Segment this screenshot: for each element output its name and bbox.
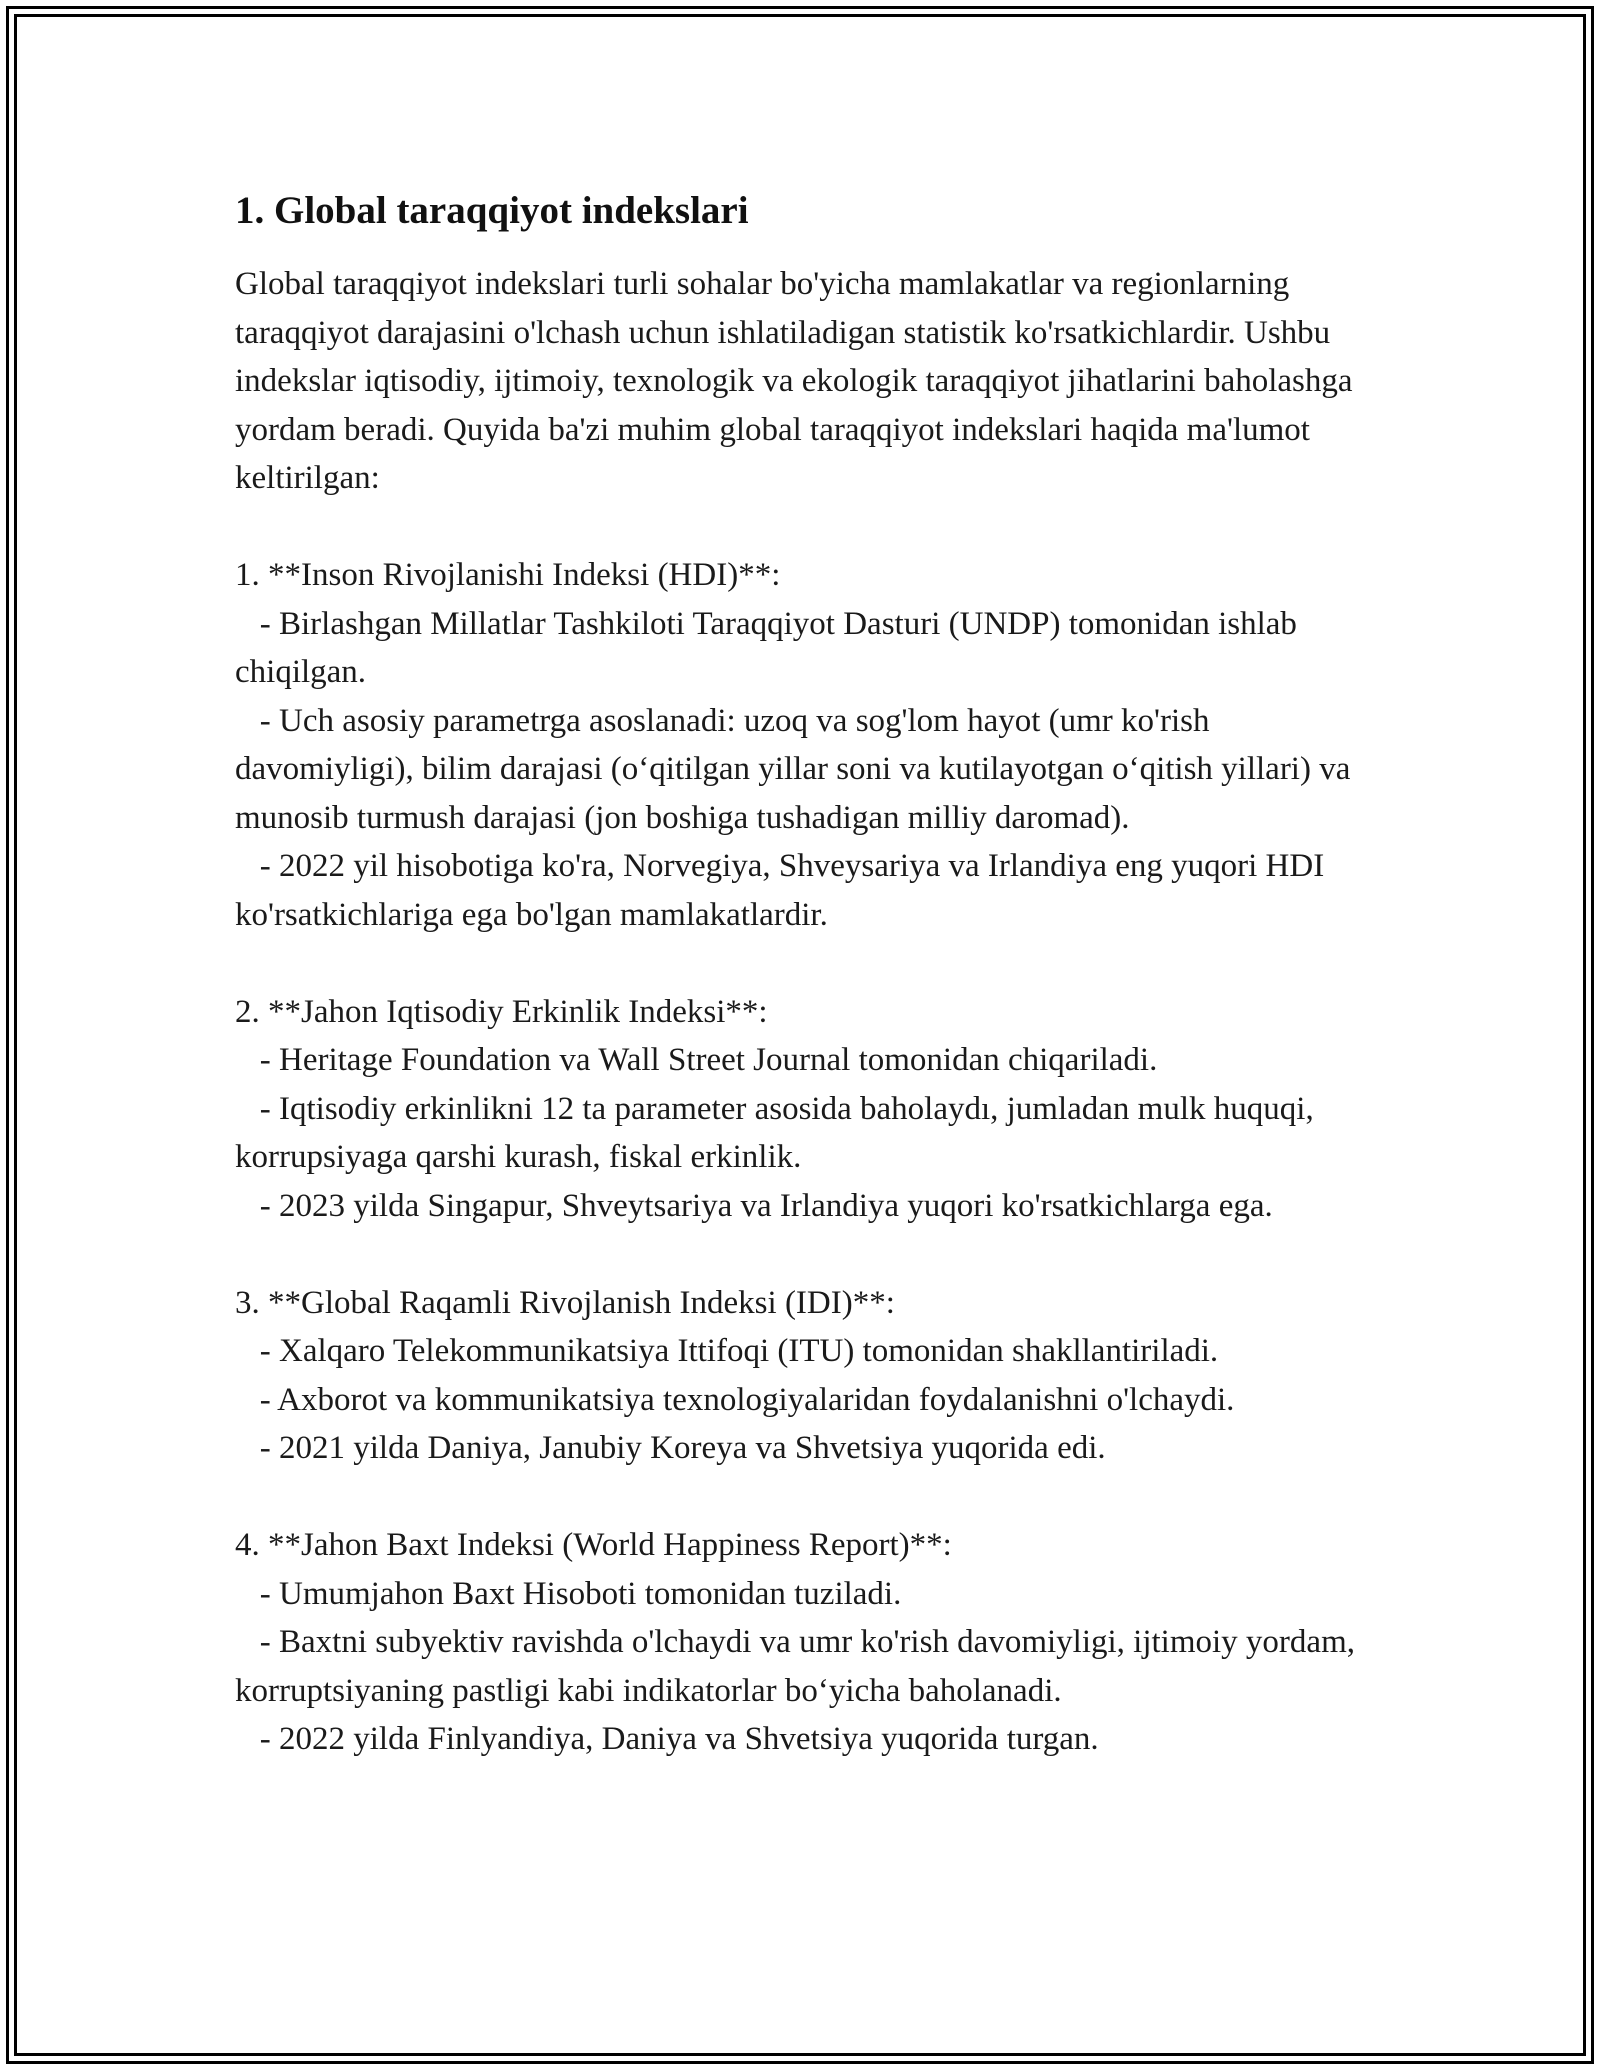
index-section-happiness <box>235 1521 1385 1764</box>
index-section-idi <box>235 1279 1385 1473</box>
bullet-item: - Axborot va kommunikatsiya texnologiyalaridan foydalanishni o'lchaydi. <box>259 1381 1235 1418</box>
intro-paragraph: Global taraqqiyot indekslari turli sohalar bo'yicha mamlakatlar va regionlarning taraqqiyot darajasini o'lchash uchun ishlatiladigan statistik ko'rsatkichlardir. Ushbu indekslar iqtisodiy, ijtimoiy, texnologik va ekologik taraqqiyot jihatlarini baholashga yordam beradi. Quyida ba'zi muhim global taraqqiyot indekslari haqida ma'lumot keltirilgan: <box>235 266 1361 496</box>
bullet-item: - Uch asosiy parametrga asoslanadi: uzoq va sog'lom hayot (umr ko'rish davomiyligi), bilim darajasi (o‘qitilgan yillar soni va kutilayotgan o‘qitish yillari) va munosib turmush darajasi (jon boshiga tushadigan milliy daromad). <box>235 702 1351 836</box>
bullet-item: - Birlashgan Millatlar Tashkiloti Taraqqiyot Dasturi (UNDP) tomonidan ishlab chiqilgan. <box>235 605 1297 690</box>
document-title: 1. Global taraqqiyot indekslari <box>235 189 749 232</box>
bullet-item: - Xalqaro Telekommunikatsiya Ittifoqi (ITU) tomonidan shakllantiriladi. <box>259 1333 1219 1369</box>
bullet-item: - 2022 yilda Finlyandiya, Daniya va Shvetsiya yuqorida turgan. <box>259 1721 1099 1757</box>
section-heading: 2. **Jahon Iqtisodiy Erkinlik Indeksi**: <box>235 993 768 1030</box>
bullet-item: - 2023 yilda Singapur, Shveytsariya va Irlandiya yuqori ko'rsatkichlarga ega. <box>259 1187 1273 1224</box>
bullet-item: - Iqtisodiy erkinlikni 12 ta parameter asosida baholaydı, jumladan mulk huquqi, korrupsiyaga qarshi kurash, fiskal erkinlik. <box>235 1090 1314 1175</box>
bullet-item: - Heritage Foundation va Wall Street Journal tomonidan chiqariladi. <box>259 1042 1158 1078</box>
index-section-economic-freedom <box>235 988 1385 1231</box>
bullet-item: - Umumjahon Baxt Hisoboti tomonidan tuziladi. <box>259 1575 902 1612</box>
section-heading: 1. **Inson Rivojlanishi Indeksi (HDI)**: <box>235 557 781 593</box>
section-heading: 3. **Global Raqamli Rivojlanish Indeksi (IDI)**: <box>235 1284 895 1321</box>
index-section-hdi <box>235 551 1385 939</box>
document-body <box>235 186 1385 1764</box>
section-heading: 4. **Jahon Baxt Indeksi (World Happiness Report)**: <box>235 1527 952 1563</box>
bullet-item: - 2022 yil hisobotiga ko'ra, Norvegiya, Shveysariya va Irlandiya eng yuqori HDI ko'rsatkichlariga ega bo'lgan mamlakatlardir. <box>235 848 1325 933</box>
bullet-item: - 2021 yilda Daniya, Janubiy Koreya va Shvetsiya yuqorida edi. <box>259 1430 1106 1466</box>
bullet-item: - Baxtni subyektiv ravishda o'lchaydi va umr ko'rish davomiyligi, ijtimoiy yordam, korruptsiyaning pastligi kabi indikatorlar bo‘yicha baholanadi. <box>235 1624 1355 1709</box>
